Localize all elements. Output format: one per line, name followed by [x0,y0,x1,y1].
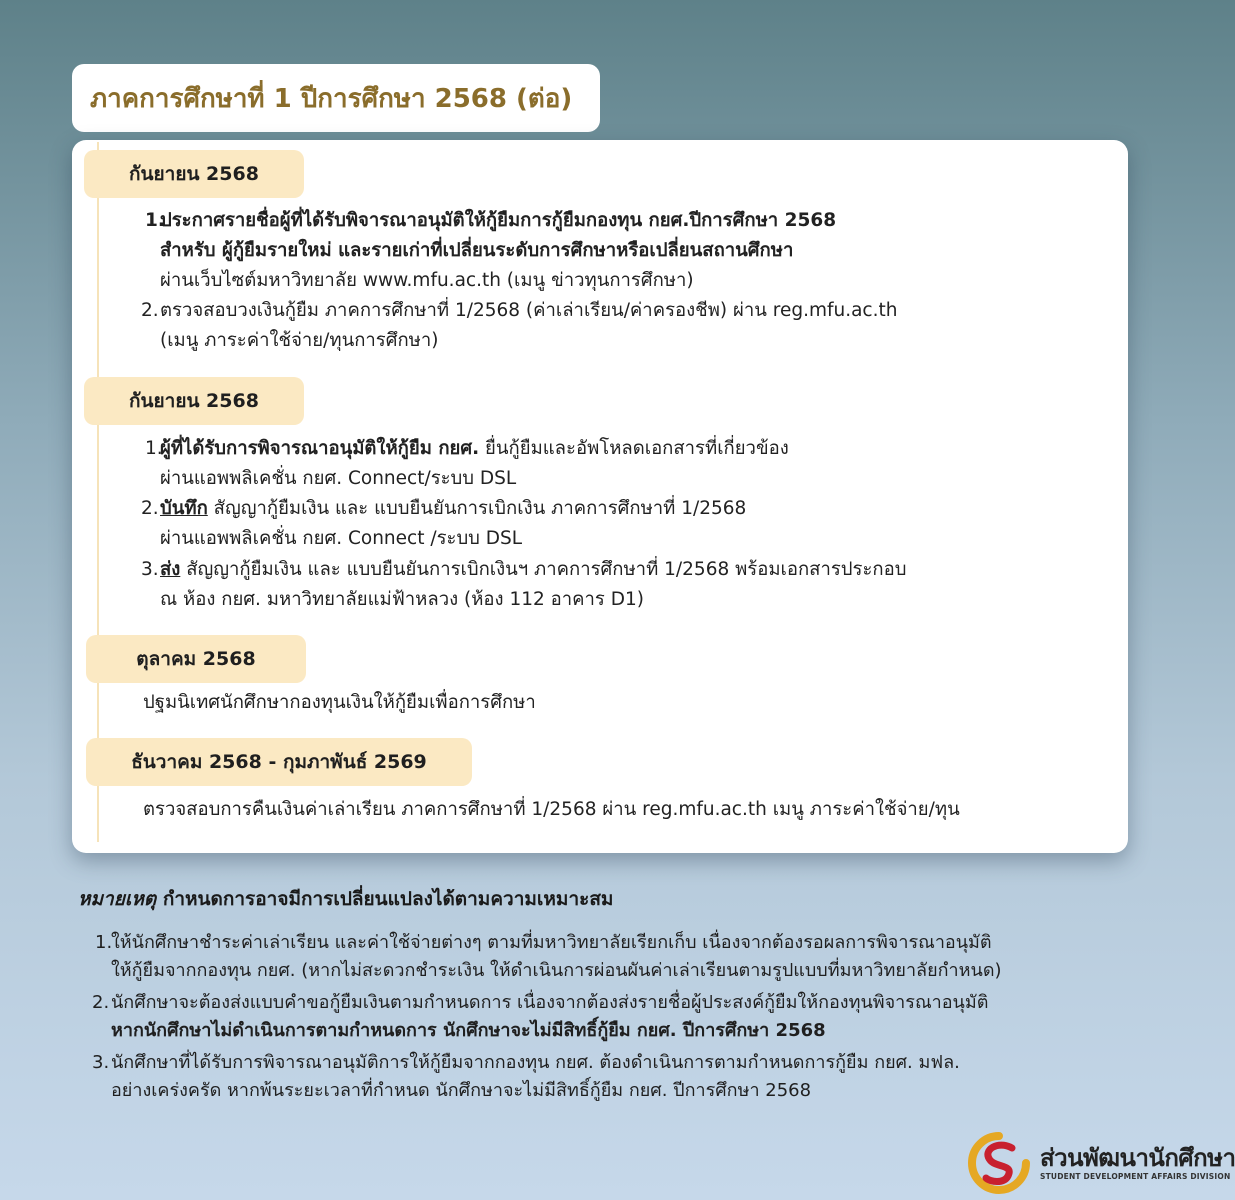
date-pill-september-1: กันยายน 2568 [84,150,304,198]
timeline-line [97,142,99,842]
date-pill-december-february: ธันวาคม 2568 - กุมภาพันธ์ 2569 [86,738,472,786]
title-box [72,64,600,132]
apply-loan-line-1: ผู้ที่ได้รับการพิจารณาอนุมัติให้กู้ยืม กยศ. ยื่นกู้ยืมและอัพโหลดเอกสารที่เกี่ยวข้อง [160,438,789,459]
announcement-line-2: สำหรับ ผู้กู้ยืมรายใหม่ และรายเก่าที่เปลี่ยนระดับการศึกษาหรือเปลี่ยนสถานศึกษา [160,240,794,261]
item-number: 2. [141,498,159,519]
announcement-line-3: ผ่านเว็บไซต์มหาวิทยาลัย www.mfu.ac.th (เมนู ข่าวทุนการศึกษา) [160,270,694,291]
note-3-line-1: นักศึกษาที่ได้รับการพิจารณาอนุมัติการให้กู้ยืมจากกองทุน กยศ. ต้องดำเนินการตามกำหนดการกู้ยืม กยศ. มฟล. [111,1052,960,1073]
announcement-line-1: ประกาศรายชื่อผู้ที่ได้รับพิจารณาอนุมัติให้กู้ยืมการกู้ยืมกองทุน กยศ.ปีการศึกษา 2568 [160,210,837,231]
note-1-line-1: ให้นักศึกษาชำระค่าเล่าเรียน และค่าใช้จ่ายต่างๆ ตามที่มหาวิทยาลัยเรียกเก็บ เนื่องจากต้องรอผลการพิจารณาอนุมัติ [111,932,992,953]
division-name-thai: ส่วนพัฒนานักศึกษา [1040,1144,1235,1172]
check-limit-line-1: ตรวจสอบวงเงินกู้ยืม ภาคการศึกษาที่ 1/2568 (ค่าเล่าเรียน/ค่าครองชีพ) ผ่าน reg.mfu.ac.th [160,300,898,321]
apply-loan-line-2: ผ่านแอพพลิเคชั่น กยศ. Connect/ระบบ DSL [160,468,517,489]
record-contract-line-2: ผ่านแอพพลิเคชั่น กยศ. Connect /ระบบ DSL [160,528,523,549]
item-number: 2. [141,300,159,321]
note-2-line-2: หากนักศึกษาไม่ดำเนินการตามกำหนดการ นักศึกษาจะไม่มีสิทธิ์กู้ยืม กยศ. ปีการศึกษา 2568 [111,1020,826,1041]
refund-check-text: ตรวจสอบการคืนเงินค่าเล่าเรียน ภาคการศึกษาที่ 1/2568 ผ่าน reg.mfu.ac.th เมนู ภาระค่าใช้จ่าย/ทุน [143,799,960,820]
note-2-line-1: นักศึกษาจะต้องส่งแบบคำขอกู้ยืมเงินตามกำหนดการ เนื่องจากต้องส่งรายชื่อผู้ประสงค์กู้ยืมให้กองทุนพิจารณาอนุมัติ [111,992,989,1013]
page-title: ภาคการศึกษาที่ 1 ปีการศึกษา 2568 (ต่อ) [90,83,573,114]
item-number: 1. [145,210,165,231]
note-heading: หมายเหตุ กำหนดการอาจมีการเปลี่ยนแปลงได้ตามความเหมาะสม [78,888,614,910]
item-number: 1. [145,438,163,459]
note-number: 1. [95,932,113,953]
division-logo-icon [968,1132,1030,1194]
date-pill-september-2: กันยายน 2568 [84,377,304,425]
note-number: 3. [92,1052,110,1073]
check-limit-line-2: (เมนู ภาระค่าใช้จ่าย/ทุนการศึกษา) [160,330,439,351]
send-contract-line-1: ส่ง สัญญากู้ยืมเงิน และ แบบยืนยันการเบิกเงินฯ ภาคการศึกษาที่ 1/2568 พร้อมเอกสารประกอบ [160,559,907,580]
orientation-text: ปฐมนิเทศนักศึกษากองทุนเงินให้กู้ยืมเพื่อการศึกษา [143,692,536,713]
note-3-line-2: อย่างเคร่งครัด หากพ้นระยะเวลาที่กำหนด นักศึกษาจะไม่มีสิทธิ์กู้ยืม กยศ. ปีการศึกษา 2568 [111,1080,812,1101]
division-name-english: STUDENT DEVELOPMENT AFFAIRS DIVISION [1040,1172,1231,1181]
note-1-line-2: ให้กู้ยืมจากกองทุน กยศ. (หากไม่สะดวกชำระเงิน ให้ดำเนินการผ่อนผันค่าเล่าเรียนตามรูปแบบที่มหาวิทยาลัยกำหนด) [111,960,1002,981]
item-number: 3. [141,559,159,580]
send-contract-line-2: ณ ห้อง กยศ. มหาวิทยาลัยแม่ฟ้าหลวง (ห้อง 112 อาคาร D1) [160,589,644,610]
note-number: 2. [92,992,110,1013]
date-pill-october: ตุลาคม 2568 [86,635,306,683]
record-contract-line-1: บันทึก สัญญากู้ยืมเงิน และ แบบยืนยันการเบิกเงิน ภาคการศึกษาที่ 1/2568 [160,498,747,519]
